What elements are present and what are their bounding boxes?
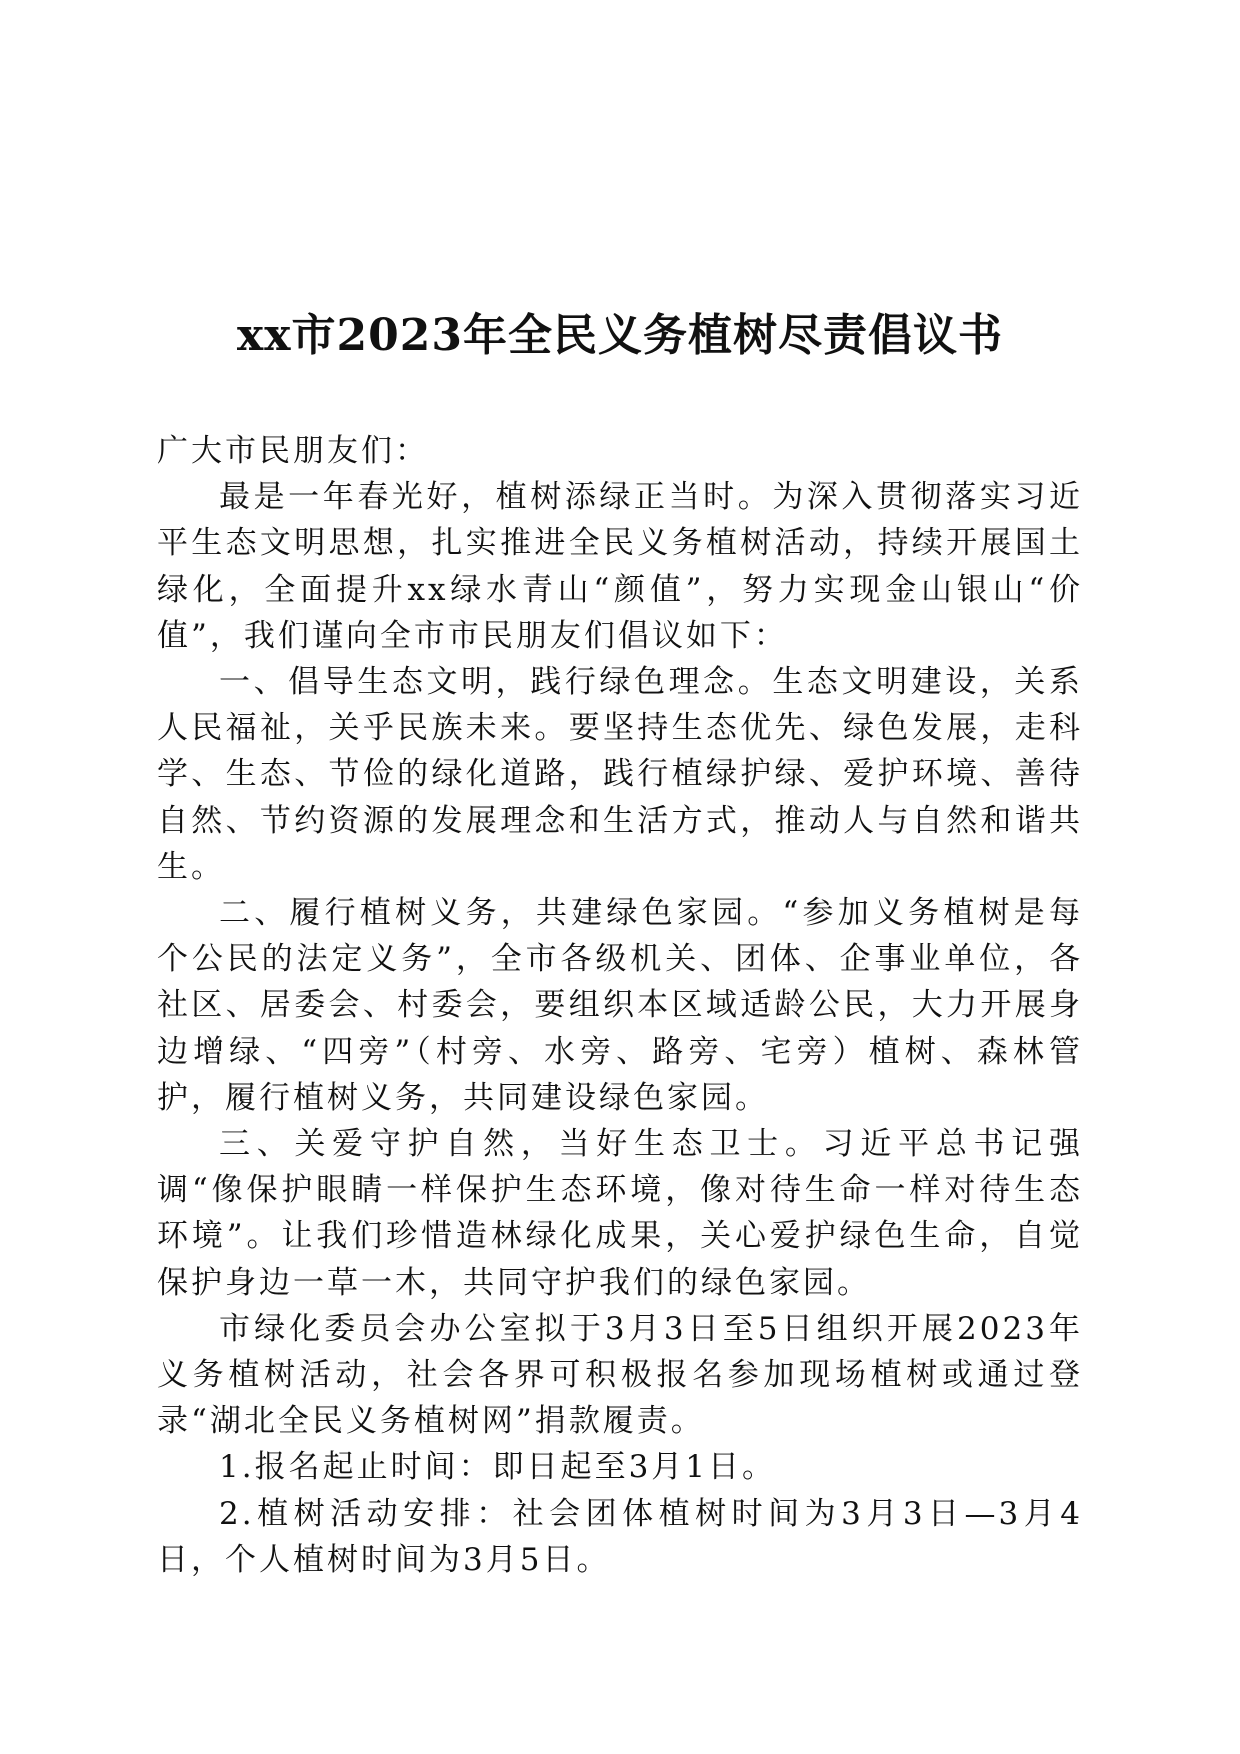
document-title: xx市2023年全民义务植树尽责倡议书 <box>237 310 1003 361</box>
paragraph-activity: 市绿化委员会办公室拟于3月3日至5日组织开展2023年义务植树活动，社会各界可积极报名参加现场植树或通过登录“湖北全民义务植树网”捐款履责。 <box>157 1310 1083 1440</box>
document-body <box>157 428 1083 1583</box>
paragraph-registration-time: 1.报名起止时间：即日起至3月1日。 <box>219 1449 777 1486</box>
paragraph-item-2: 二、履行植树义务，共建绿色家园。“参加义务植树是每个公民的法定义务”，全市各级机关、团体、企事业单位，各社区、居委会、村委会，要组织本区域适龄公民，大力开展身边增绿、“四旁”（村旁、水旁、路旁、宅旁）植树、森林管护，履行植树义务，共同建设绿色家园。 <box>157 895 1083 1116</box>
salutation: 广大市民朋友们： <box>157 433 429 469</box>
paragraph-item-3: 三、关爱守护自然，当好生态卫士。习近平总书记强调“像保护眼睛一样保护生态环境，像对待生命一样对待生态环境”。让我们珍惜造林绿化成果，关心爱护绿色生命，自觉保护身边一草一木，共同守护我们的绿色家园。 <box>157 1126 1083 1301</box>
paragraph-schedule: 2.植树活动安排：社会团体植树时间为3月3日—3月4日，个人植树时间为3月5日。 <box>157 1495 1083 1578</box>
paragraph-item-1: 一、倡导生态文明，践行绿色理念。生态文明建设，关系人民福祉，关乎民族未来。要坚持生态优先、绿色发展，走科学、生态、节俭的绿化道路，践行植绿护绿、爱护环境、善待自然、节约资源的发展理念和生活方式，推动人与自然和谐共生。 <box>157 664 1083 885</box>
paragraph-intro: 最是一年春光好，植树添绿正当时。为深入贯彻落实习近平生态文明思想，扎实推进全民义务植树活动，持续开展国土绿化，全面提升xx绿水青山“颜值”，努力实现金山银山“价值”，我们谨向全市市民朋友们倡议如下： <box>157 479 1083 654</box>
